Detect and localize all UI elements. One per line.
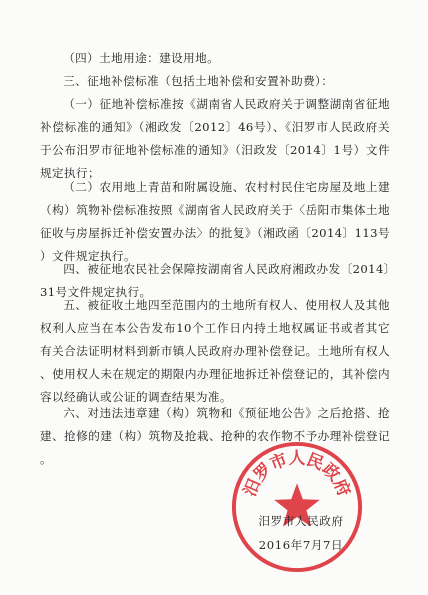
land-use-paragraph: （四）土地用途：建设用地。 [63,51,220,65]
registration-paragraph: 五、被征收土地四至范围内的土地所有权人、使用权人及其他权利人应当在本公告发布10个工作日内持土地权属证书或者其它有关合法证明材料到新市镇人民政府办理补偿登记。土地所有权人、使用权人未在规定的期限内办理征地拆迁补偿登记的，其补偿内容以经确认或公证的调查结果为准。 [40,298,390,404]
illegal-construction-paragraph: 六、对违法违章建（构）筑物和《预征地公告》之后抢搭、抢建、抢修的建（构）筑物及抢栽、抢种的农作物不予办理补偿登记。 [40,406,390,466]
compensation-standard-item-2: （二）农用地上青苗和附属设施、农村村民住宅房屋及地上建（构）筑物补偿标准按照《湖南省人民政府关于〈岳阳市集体土地征收与房屋拆迁补偿安置办法〉的批复》（湘政函〔2014〕113号）文件规定执行。 [40,180,390,263]
social-security-paragraph: 四、被征地农民社会保障按湖南省人民政府湘政办发〔2014〕31号文件规定执行。 [40,262,390,299]
issuer-name: 汨罗市人民政府 [258,514,344,528]
official-seal [228,438,366,576]
compensation-standard-heading: 三、征地补偿标准（包括土地补偿和安置补助费）： [63,74,334,88]
seal-arc-textpath: 汨罗市人民政府 [239,447,355,500]
issue-date: 2016年7月7日 [258,538,344,552]
compensation-standard-item-1: （一）征地补偿标准按《湖南省人民政府关于调整湖南省征地补偿标准的通知》（湘政发〔2012〕46号）、《汨罗市人民政府关于公布汨罗市征地补偿标准的通知》（汨政发〔2014〕1号）文件规定执行； [40,97,390,180]
